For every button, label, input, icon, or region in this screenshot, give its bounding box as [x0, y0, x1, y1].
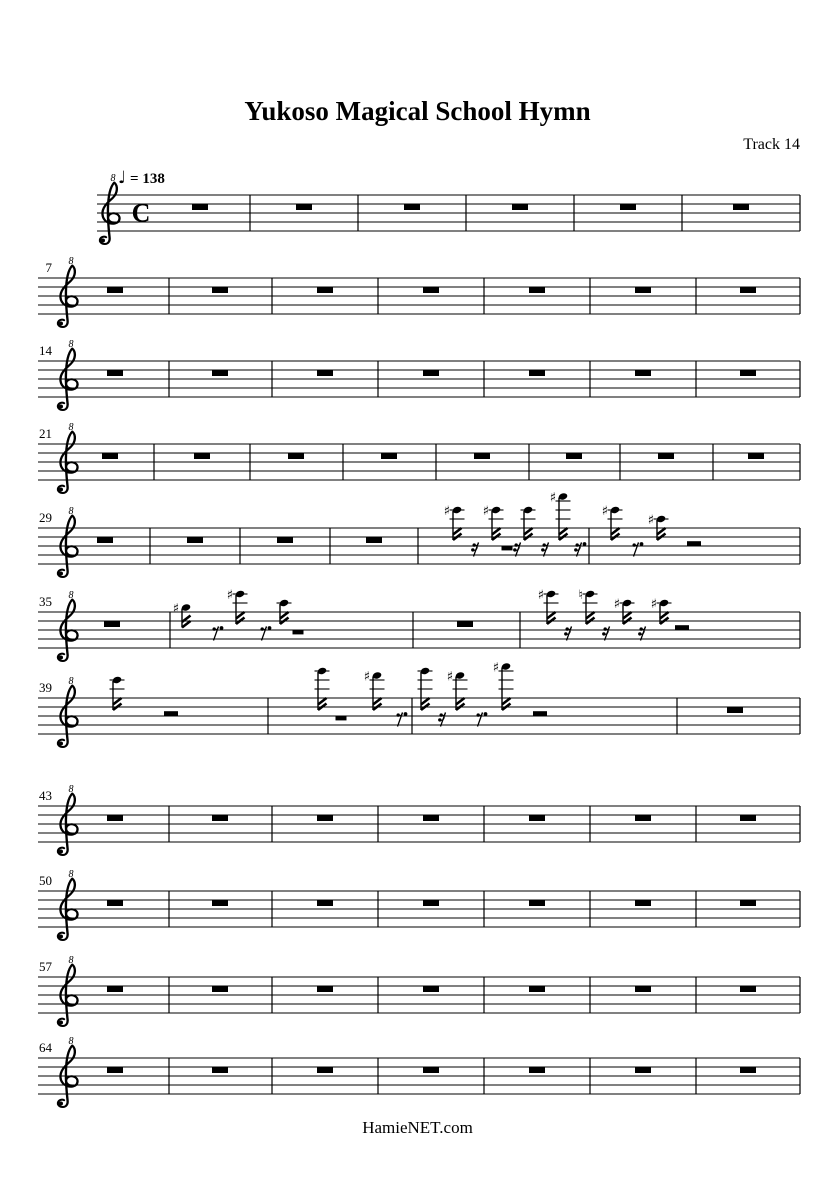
- treble-clef-icon: [58, 516, 78, 578]
- whole-rest: [107, 371, 123, 377]
- whole-rest: [740, 987, 756, 993]
- whole-rest: [317, 371, 333, 377]
- whole-rest: [733, 205, 749, 211]
- treble-clef-icon: [58, 686, 78, 748]
- staff-system-6: [38, 588, 800, 661]
- whole-rest: [620, 205, 636, 211]
- whole-rest: [212, 371, 228, 377]
- whole-rest: [635, 901, 651, 907]
- whole-rest: [740, 901, 756, 907]
- half-rest: [687, 541, 701, 546]
- whole-rest: [317, 288, 333, 294]
- octave-8-label: 8: [68, 339, 74, 350]
- treble-clef-icon: [58, 349, 78, 411]
- octave-8-label: 8: [68, 784, 74, 795]
- staff-system-8: [38, 784, 800, 855]
- whole-rest: [107, 816, 123, 822]
- octave-8-label: 8: [68, 676, 74, 687]
- whole-rest: [740, 816, 756, 822]
- whole-rest: [212, 987, 228, 993]
- treble-clef-icon: [58, 432, 78, 494]
- octave-8-label: 8: [68, 256, 74, 267]
- staff-system-1: [97, 173, 800, 244]
- staff-system-7: [38, 660, 800, 747]
- staff-system-11: [38, 1036, 800, 1107]
- measure-41: [418, 660, 678, 734]
- octave-8-label: 8: [110, 173, 116, 184]
- half-rest: [675, 625, 689, 630]
- quarter-note-icon: ♩: [118, 168, 127, 188]
- measure-33: [444, 490, 589, 564]
- octave-8-label: 8: [68, 1036, 74, 1047]
- whole-rest: [423, 987, 439, 993]
- half-rest: [533, 711, 547, 716]
- whole-rest: [529, 901, 545, 907]
- whole-rest: [187, 538, 203, 544]
- staff-system-4: [38, 422, 800, 493]
- accidental-sharp-icon: ♯: [650, 596, 657, 612]
- track-label: Track 14: [743, 136, 800, 153]
- staff-system-5: [38, 490, 800, 577]
- whole-rest: [212, 288, 228, 294]
- whole-rest: [97, 538, 113, 544]
- whole-rest: [740, 371, 756, 377]
- whole-rest: [366, 538, 382, 544]
- accidental-sharp-icon: ♯: [172, 601, 179, 617]
- whole-rest: [748, 454, 764, 460]
- measure-number: 29: [39, 510, 52, 525]
- measure-number: 35: [39, 594, 52, 609]
- accidental-sharp-icon: ♯: [443, 503, 450, 519]
- measure-number: 21: [39, 426, 52, 441]
- whole-rest: [635, 1068, 651, 1074]
- whole-rest: [512, 205, 528, 211]
- octave-8-label: 8: [68, 869, 74, 880]
- tempo-value: = 138: [130, 171, 165, 187]
- whole-rest: [635, 987, 651, 993]
- whole-rest: [529, 371, 545, 377]
- whole-rest: [317, 816, 333, 822]
- measure-number: 57: [39, 959, 52, 974]
- staff-system-9: [38, 869, 800, 940]
- measure-number: 14: [39, 343, 52, 358]
- whole-rest: [107, 1068, 123, 1074]
- whole-rest: [423, 288, 439, 294]
- whole-rest: [423, 901, 439, 907]
- accidental-sharp-icon: ♯: [549, 490, 556, 506]
- measure-number: 39: [39, 680, 52, 695]
- eighth-rest-beam: [336, 716, 347, 720]
- accidental-natural-icon: ♮: [578, 587, 583, 603]
- page-title: Yukoso Magical School Hymn: [244, 96, 591, 126]
- whole-rest: [474, 454, 490, 460]
- octave-8-label: 8: [68, 422, 74, 433]
- accidental-sharp-icon: ♯: [482, 503, 489, 519]
- measure-number: 50: [39, 873, 52, 888]
- whole-rest: [288, 454, 304, 460]
- measure-40: [315, 667, 413, 734]
- whole-rest: [529, 1068, 545, 1074]
- treble-clef-icon: [58, 600, 78, 662]
- whole-rest: [102, 454, 118, 460]
- whole-rest: [107, 288, 123, 294]
- whole-rest: [529, 987, 545, 993]
- accidental-sharp-icon: ♯: [226, 587, 233, 603]
- whole-rest: [212, 1068, 228, 1074]
- eighth-rest-beam: [502, 546, 513, 550]
- staff-system-2: [38, 256, 800, 327]
- accidental-sharp-icon: ♯: [492, 660, 499, 676]
- eighth-rest-beam: [293, 630, 304, 634]
- treble-clef-icon: [58, 794, 78, 856]
- whole-rest: [194, 454, 210, 460]
- whole-rest: [296, 205, 312, 211]
- whole-rest: [317, 901, 333, 907]
- accidental-sharp-icon: ♯: [601, 503, 608, 519]
- accidental-sharp-icon: ♯: [363, 669, 370, 685]
- treble-clef-icon: [58, 266, 78, 328]
- whole-rest: [740, 288, 756, 294]
- treble-clef-icon: [58, 1046, 78, 1108]
- accidental-sharp-icon: ♯: [647, 512, 654, 528]
- whole-rest: [457, 622, 473, 628]
- whole-rest: [107, 901, 123, 907]
- accidental-sharp-icon: ♯: [613, 596, 620, 612]
- whole-rest: [404, 205, 420, 211]
- staff-system-10: [38, 955, 800, 1026]
- half-rest: [164, 711, 178, 716]
- treble-clef-icon: [58, 879, 78, 941]
- whole-rest: [529, 288, 545, 294]
- whole-rest: [423, 1068, 439, 1074]
- accidental-sharp-icon: ♯: [537, 587, 544, 603]
- whole-rest: [529, 816, 545, 822]
- whole-rest: [317, 987, 333, 993]
- whole-rest: [658, 454, 674, 460]
- measure-number: 64: [39, 1040, 52, 1055]
- whole-rest: [104, 622, 120, 628]
- staff-system-3: [38, 339, 800, 410]
- whole-rest: [423, 371, 439, 377]
- whole-rest: [635, 288, 651, 294]
- whole-rest: [635, 816, 651, 822]
- whole-rest: [192, 205, 208, 211]
- octave-8-label: 8: [68, 506, 74, 517]
- whole-rest: [423, 816, 439, 822]
- whole-rest: [381, 454, 397, 460]
- measure-number: 7: [45, 260, 52, 275]
- treble-clef-icon: [100, 183, 120, 245]
- whole-rest: [635, 371, 651, 377]
- time-signature-common: C: [131, 198, 151, 228]
- whole-rest: [727, 708, 743, 714]
- treble-clef-icon: [58, 965, 78, 1027]
- octave-8-label: 8: [68, 590, 74, 601]
- whole-rest: [107, 987, 123, 993]
- footer-credit: HamieNET.com: [362, 1118, 473, 1137]
- whole-rest: [277, 538, 293, 544]
- whole-rest: [317, 1068, 333, 1074]
- octave-8-label: 8: [68, 955, 74, 966]
- whole-rest: [566, 454, 582, 460]
- whole-rest: [212, 816, 228, 822]
- measure-number: 43: [39, 788, 52, 803]
- accidental-sharp-icon: ♯: [446, 669, 453, 685]
- whole-rest: [740, 1068, 756, 1074]
- whole-rest: [212, 901, 228, 907]
